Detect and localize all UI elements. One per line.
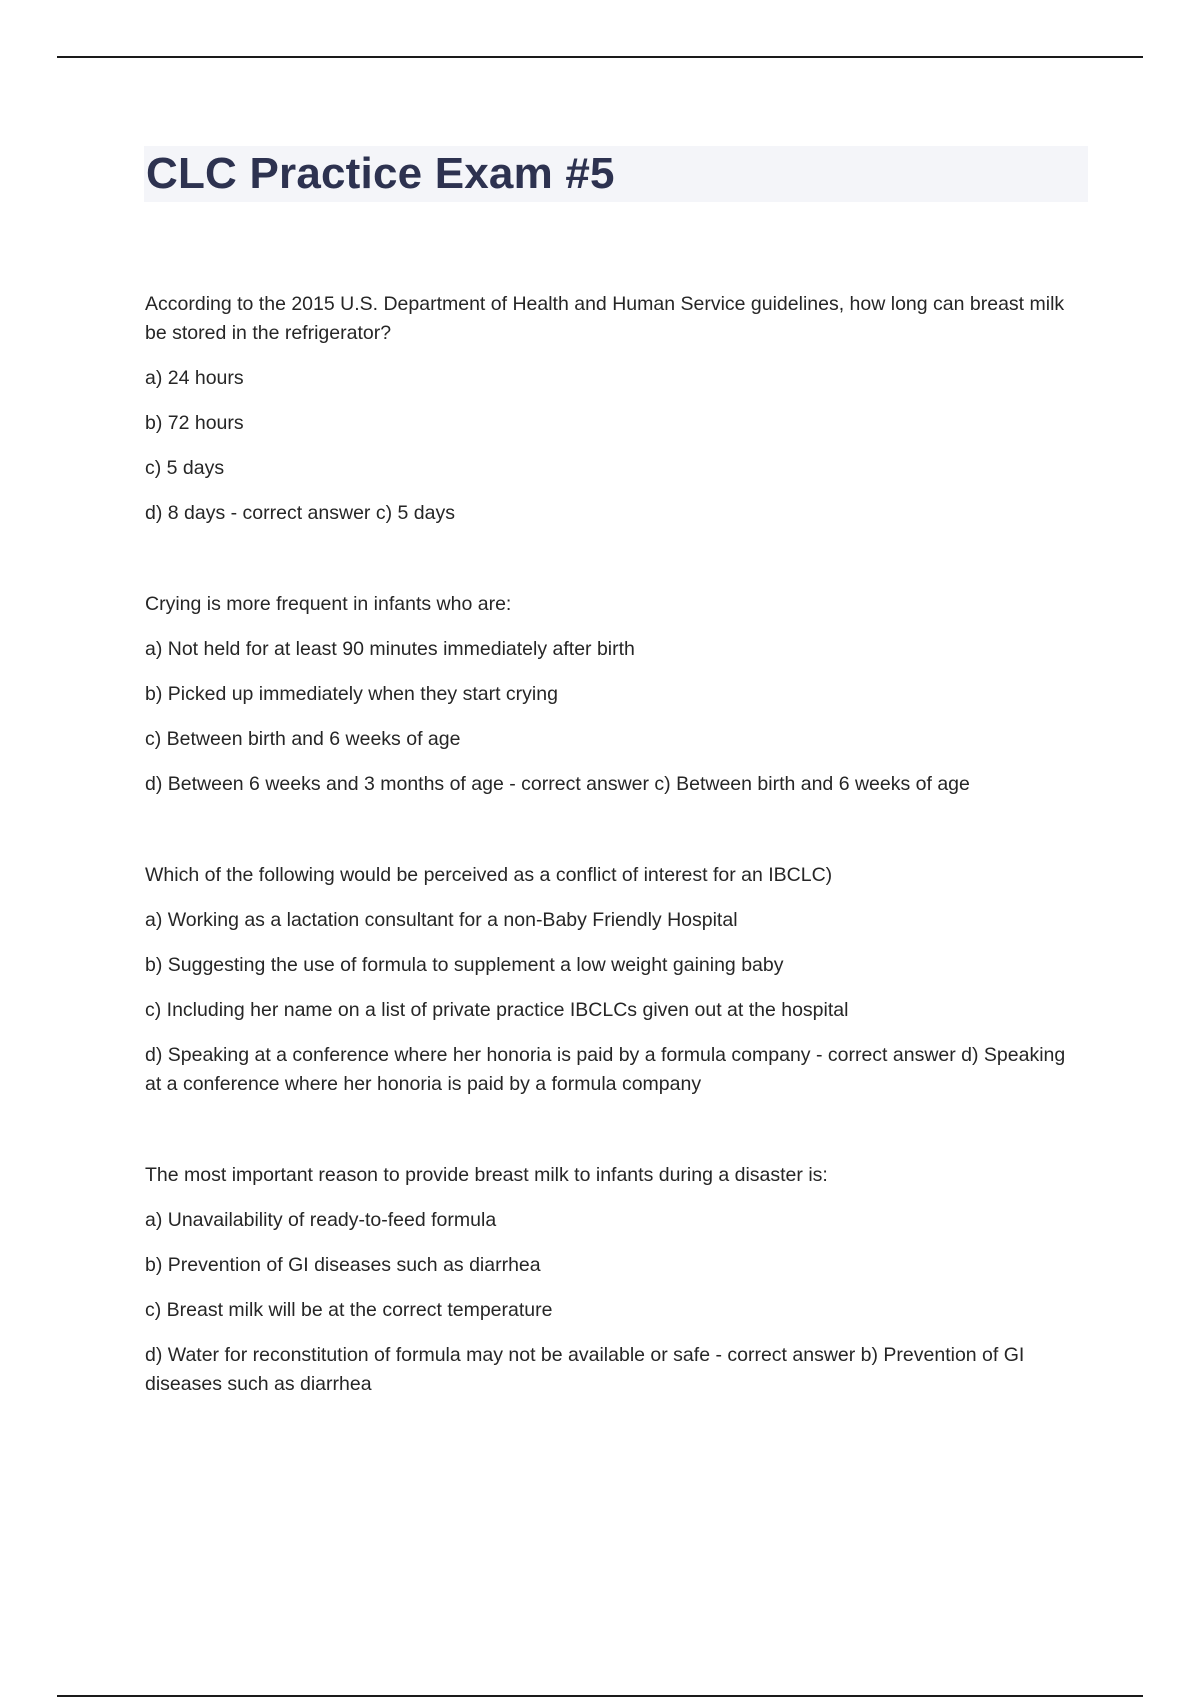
exam-content [145,290,1075,1461]
question-block [145,290,1075,528]
answer-option-a: a) Working as a lactation consultant for a non-Baby Friendly Hospital [145,909,738,931]
question-text: According to the 2015 U.S. Department of Health and Human Service guidelines, how long can breast milk be stored in the refrigerator? [145,293,1065,344]
answer-option-b: b) 72 hours [145,412,244,434]
answer-option-d: d) 8 days - correct answer c) 5 days [145,502,455,524]
question-text: Crying is more frequent in infants who are: [145,593,512,615]
top-divider [57,56,1143,58]
answer-option-c: c) Breast milk will be at the correct temperature [145,1299,553,1321]
answer-option-d: d) Water for reconstitution of formula may not be available or safe - correct answer b) Prevention of GI diseases such as diarrhea [145,1344,1025,1395]
answer-option-a: a) Unavailability of ready-to-feed formula [145,1209,497,1231]
question-block [145,861,1075,1099]
page-title: CLC Practice Exam #5 [146,149,615,198]
question-block [145,1161,1075,1399]
bottom-divider [57,1695,1143,1697]
answer-option-d: d) Between 6 weeks and 3 months of age - correct answer c) Between birth and 6 weeks of age [145,773,970,795]
answer-option-b: b) Prevention of GI diseases such as diarrhea [145,1254,541,1276]
question-text: Which of the following would be perceived as a conflict of interest for an IBCLC) [145,864,833,886]
answer-option-c: c) Between birth and 6 weeks of age [145,728,461,750]
answer-option-c: c) 5 days [145,457,225,479]
answer-option-b: b) Suggesting the use of formula to supplement a low weight gaining baby [145,954,784,976]
answer-option-a: a) Not held for at least 90 minutes immediately after birth [145,638,635,660]
question-block [145,590,1075,799]
answer-option-b: b) Picked up immediately when they start crying [145,683,558,705]
answer-option-c: c) Including her name on a list of private practice IBCLCs given out at the hospital [145,999,849,1021]
question-text: The most important reason to provide breast milk to infants during a disaster is: [145,1164,828,1186]
answer-option-d: d) Speaking at a conference where her honoria is paid by a formula company - correct answer d) Speaking at a conference where her honoria is paid by a formula company [145,1044,1066,1095]
answer-option-a: a) 24 hours [145,367,244,389]
